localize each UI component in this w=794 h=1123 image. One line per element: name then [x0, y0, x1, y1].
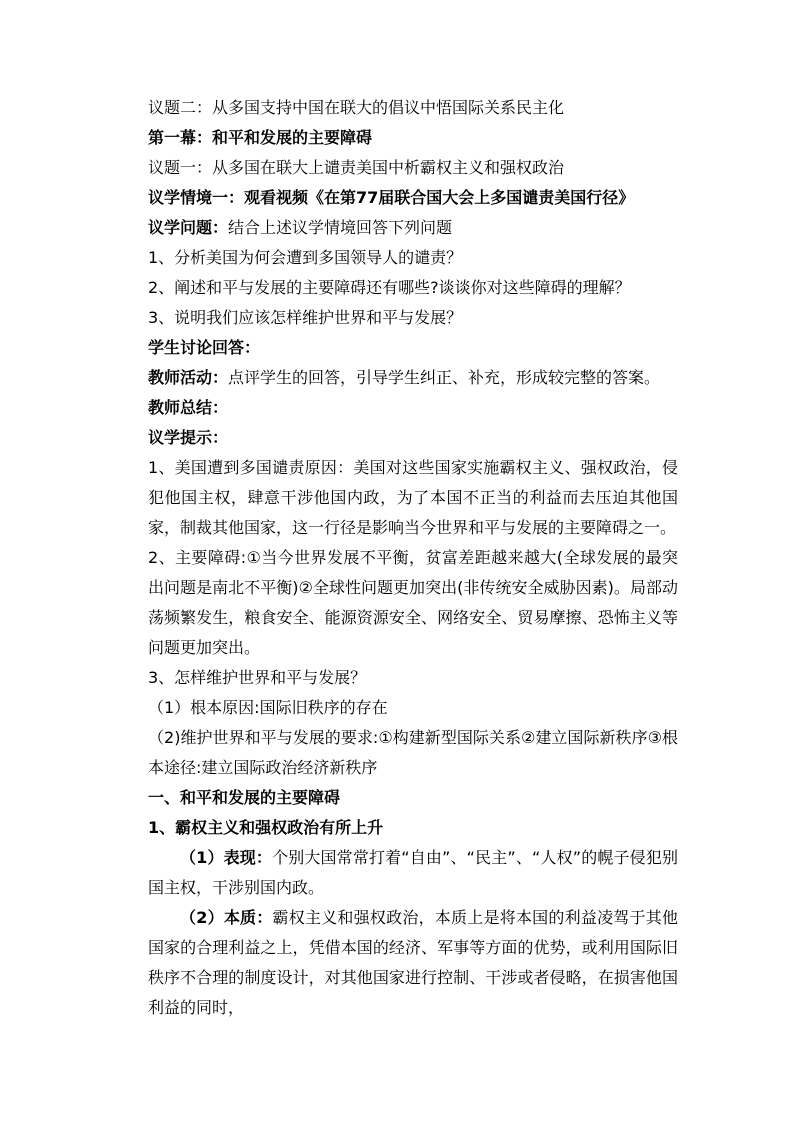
scenario-title: 《在第77届联合国大会上多国谴责美国行径》	[308, 188, 635, 207]
question-2: 2、阐述和平与发展的主要障碍还有哪些?谈谈你对这些障碍的理解？	[148, 278, 631, 297]
point-2-label: （2）本质：	[180, 908, 273, 927]
question-text: 结合上述议学情境回答下列问题	[228, 218, 453, 237]
scenario-label: 议学情境一：观看视频	[148, 188, 309, 207]
answer-3-2: （2)维护世界和平与发展的要求:①构建新型国际关系②建立国际新秩序③根本途径:建立国际政治经济新秩序	[148, 728, 678, 777]
answer-3: 3、怎样维护世界和平与发展？	[148, 668, 367, 687]
teacher-text: 点评学生的回答，引导学生纠正、补充，形成较完整的答案。	[228, 368, 661, 387]
question-3: 3、说明我们应该怎样维护世界和平与发展？	[148, 308, 463, 327]
point-2	[148, 903, 678, 1023]
document-page	[148, 93, 678, 1023]
teacher-summary: 教师总结：	[148, 398, 229, 417]
teacher-activity	[148, 363, 678, 393]
student-discussion: 学生讨论回答：	[148, 338, 261, 357]
section-one-heading: 一、和平和发展的主要障碍	[148, 788, 341, 807]
study-hint: 议学提示：	[148, 428, 229, 447]
point-1	[148, 843, 678, 903]
topic-two: 议题二：从多国支持中国在联大的倡议中悟国际关系民主化	[148, 98, 565, 117]
point-1-text: 个别大国常常打着“自由”、“民主”、“人权”的幌子侵犯别国主权，干涉别国内政。	[148, 848, 678, 897]
question-1: 1、分析美国为何会遭到多国领导人的谴责？	[148, 248, 463, 267]
subsection-one-heading: 1、霸权主义和强权政治有所上升	[148, 818, 384, 837]
answer-2: 2、主要障碍:①当今世界发展不平衡，贫富差距越来越大(全球发展的最突出问题是南北不平衡)②全球性问题更加突出(非传统安全威胁因素)。局部动荡频繁发生，粮食安全、能源资源安全、网络安全、贸易摩擦、恐怖主义等问题更加突出。	[148, 548, 678, 657]
point-2-text: 霸权主义和强权政治，本质上是将本国的利益凌驾于其他国家的合理利益之上，凭借本国的经济、军事等方面的优势，或利用国际旧秩序不合理的制度设计，对其他国家进行控制、干涉或者侵略，在损害他国利益的同时，	[148, 908, 678, 1017]
answer-3-1: （1）根本原因:国际旧秩序的存在	[148, 698, 388, 717]
question-line	[148, 213, 678, 243]
question-label: 议学问题：	[148, 218, 229, 237]
teacher-label: 教师活动：	[148, 368, 229, 387]
point-1-label: （1）表现：	[180, 848, 273, 867]
act-one-heading: 第一幕：和平和发展的主要障碍	[148, 128, 373, 147]
scenario-line	[148, 183, 678, 213]
topic-one: 议题一：从多国在联大上谴责美国中析霸权主义和强权政治	[148, 158, 565, 177]
answer-1: 1、美国遭到多国谴责原因：美国对这些国家实施霸权主义、强权政治，侵犯他国主权，肆意干涉他国内政，为了本国不正当的利益而去压迫其他国家，制裁其他国家，这一行径是影响当今世界和平与发展的主要障碍之一。	[148, 458, 678, 537]
